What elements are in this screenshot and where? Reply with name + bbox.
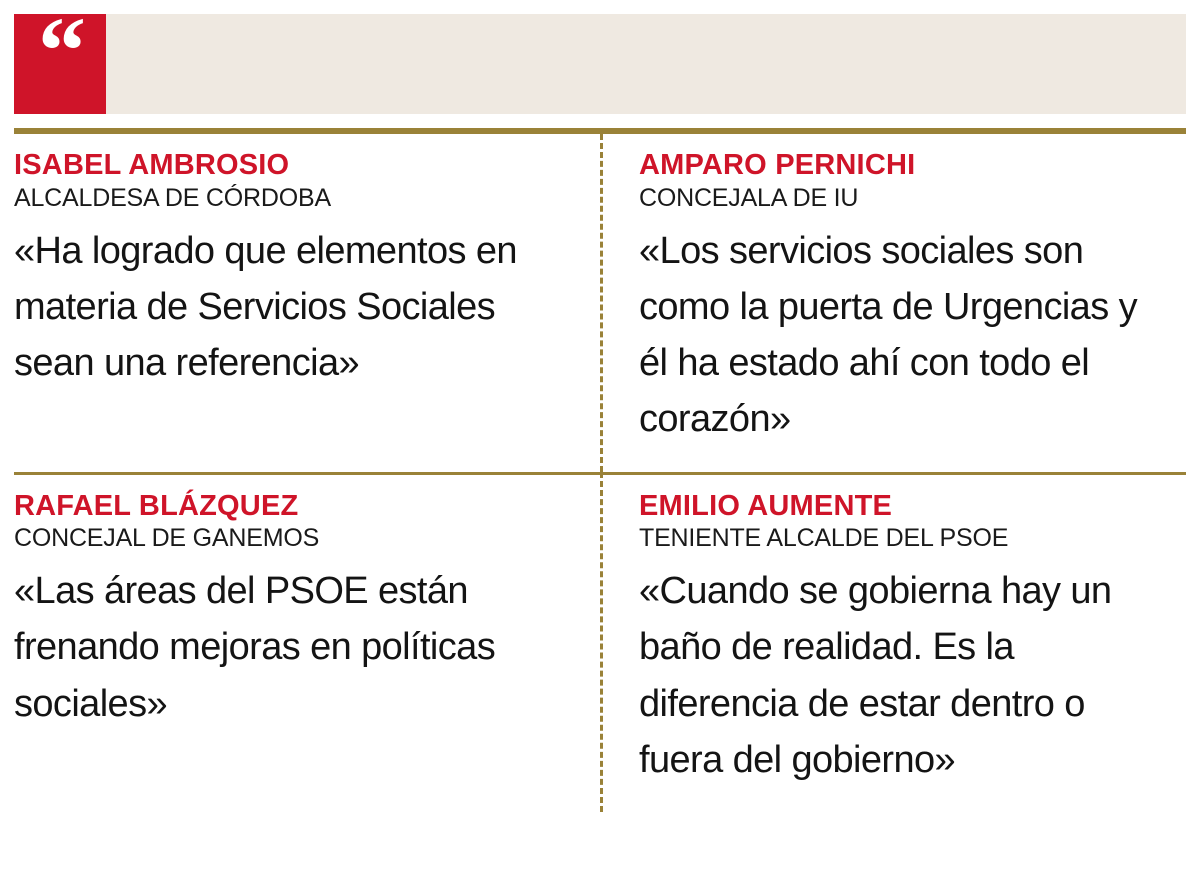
speaker-name: ISABEL AMBROSIO [14, 149, 290, 181]
speaker-role: TENIENTE ALCALDE DEL PSOE [639, 524, 1009, 553]
quote-card-2 [600, 134, 1186, 472]
quote-card-3 [14, 472, 600, 813]
quote-card-1 [14, 134, 600, 472]
quotation-mark-icon: “ [38, 0, 82, 104]
quote-text: «Los servicios sociales son como la puerta de Urgencias y él ha estado ahí con todo el corazón» [639, 229, 1137, 441]
speaker-role: CONCEJALA DE IU [639, 183, 859, 212]
header-band [14, 0, 1186, 114]
quote-text: «Las áreas del PSOE están frenando mejoras en políticas sociales» [14, 570, 496, 725]
speaker-name: AMPARO PERNICHI [639, 149, 916, 181]
speaker-role: ALCALDESA DE CÓRDOBA [14, 183, 331, 212]
footer-spacer [14, 812, 1186, 826]
quote-text: «Cuando se gobierna hay un baño de realidad. Es la diferencia de estar dentro o fuera del gobierno» [639, 570, 1112, 781]
quotation-mark-badge [14, 0, 106, 114]
quote-card-4 [600, 472, 1186, 813]
speaker-name: RAFAEL BLÁZQUEZ [14, 489, 299, 522]
speaker-name: EMILIO AUMENTE [639, 489, 893, 522]
quote-grid [14, 134, 1186, 812]
quote-text: «Ha logrado que elementos en materia de Servicios Sociales sean una referencia» [14, 229, 517, 385]
speaker-role: CONCEJAL DE GANEMOS [14, 524, 320, 553]
